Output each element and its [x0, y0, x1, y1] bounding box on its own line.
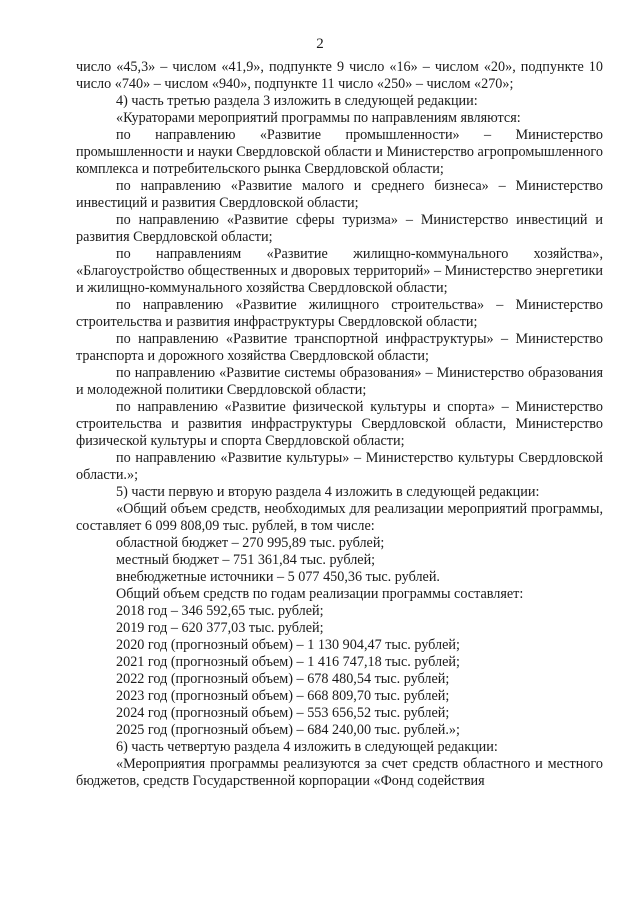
paragraph: по направлению «Развитие транспортной инфраструктуры» – Министерство транспорта и дорожного хозяйства Свердловской области;	[76, 331, 603, 364]
paragraph: 2019 год – 620 377,03 тыс. рублей;	[116, 620, 324, 636]
paragraph: областной бюджет – 270 995,89 тыс. рублей;	[116, 535, 385, 551]
paragraph: 4) часть третью раздела 3 изложить в следующей редакции:	[116, 93, 478, 109]
paragraph: «Кураторами мероприятий программы по направлениям являются:	[116, 110, 521, 126]
paragraph: число «45,3» – числом «41,9», подпункте 9 число «16» – числом «20», подпункте 10 число «740» – числом «940», подпункте 11 число «250» – числом «270»;	[76, 59, 603, 92]
paragraph: 2025 год (прогнозный объем) – 684 240,00 тыс. рублей.»;	[116, 722, 460, 738]
paragraph: 5) части первую и вторую раздела 4 изложить в следующей редакции:	[116, 484, 540, 500]
paragraph: по направлению «Развитие жилищного строительства» – Министерство строительства и развития инфраструктуры Свердловской области;	[76, 297, 603, 330]
paragraph: 2022 год (прогнозный объем) – 678 480,54 тыс. рублей;	[116, 671, 450, 687]
paragraph: 2020 год (прогнозный объем) – 1 130 904,47 тыс. рублей;	[116, 637, 460, 653]
paragraph: внебюджетные источники – 5 077 450,36 тыс. рублей.	[116, 569, 440, 585]
paragraph: 6) часть четвертую раздела 4 изложить в следующей редакции:	[116, 739, 498, 755]
paragraph: по направлениям «Развитие жилищно-коммунального хозяйства», «Благоустройство общественных и дворовых территорий» – Министерство энергетики и жилищно-коммунального хозяйства Свердловской области;	[76, 246, 603, 296]
paragraph: местный бюджет – 751 361,84 тыс. рублей;	[116, 552, 376, 568]
paragraph: 2024 год (прогнозный объем) – 553 656,52 тыс. рублей;	[116, 705, 450, 721]
paragraph: по направлению «Развитие физической культуры и спорта» – Министерство строительства и развития инфраструктуры Свердловской области, Министерство физической культуры и спорта Свердловской области;	[76, 399, 603, 449]
paragraph: 2021 год (прогнозный объем) – 1 416 747,18 тыс. рублей;	[116, 654, 460, 670]
paragraph: «Общий объем средств, необходимых для реализации мероприятий программы, составляет 6 099 808,09 тыс. рублей, в том числе:	[76, 501, 603, 534]
paragraph: по направлению «Развитие системы образования» – Министерство образования и молодежной политики Свердловской области;	[76, 365, 603, 398]
paragraph: по направлению «Развитие промышленности» – Министерство промышленности и науки Свердловской области и Министерство агропромышленного комплекса и потребительского рынка Свердловской области;	[76, 127, 603, 177]
paragraph: по направлению «Развитие малого и среднего бизнеса» – Министерство инвестиций и развития Свердловской области;	[76, 178, 603, 211]
paragraph: 2018 год – 346 592,65 тыс. рублей;	[116, 603, 324, 619]
page-number: 2	[316, 36, 324, 52]
paragraph: «Мероприятия программы реализуются за счет средств областного и местного бюджетов, средств Государственной корпорации «Фонд содействия	[76, 756, 603, 789]
paragraph: по направлению «Развитие сферы туризма» – Министерство инвестиций и развития Свердловской области;	[76, 212, 603, 245]
paragraph: по направлению «Развитие культуры» – Министерство культуры Свердловской области.»;	[76, 450, 603, 483]
paragraph: Общий объем средств по годам реализации программы составляет:	[116, 586, 524, 602]
paragraph: 2023 год (прогнозный объем) – 668 809,70 тыс. рублей;	[116, 688, 450, 704]
document-body	[76, 59, 603, 790]
